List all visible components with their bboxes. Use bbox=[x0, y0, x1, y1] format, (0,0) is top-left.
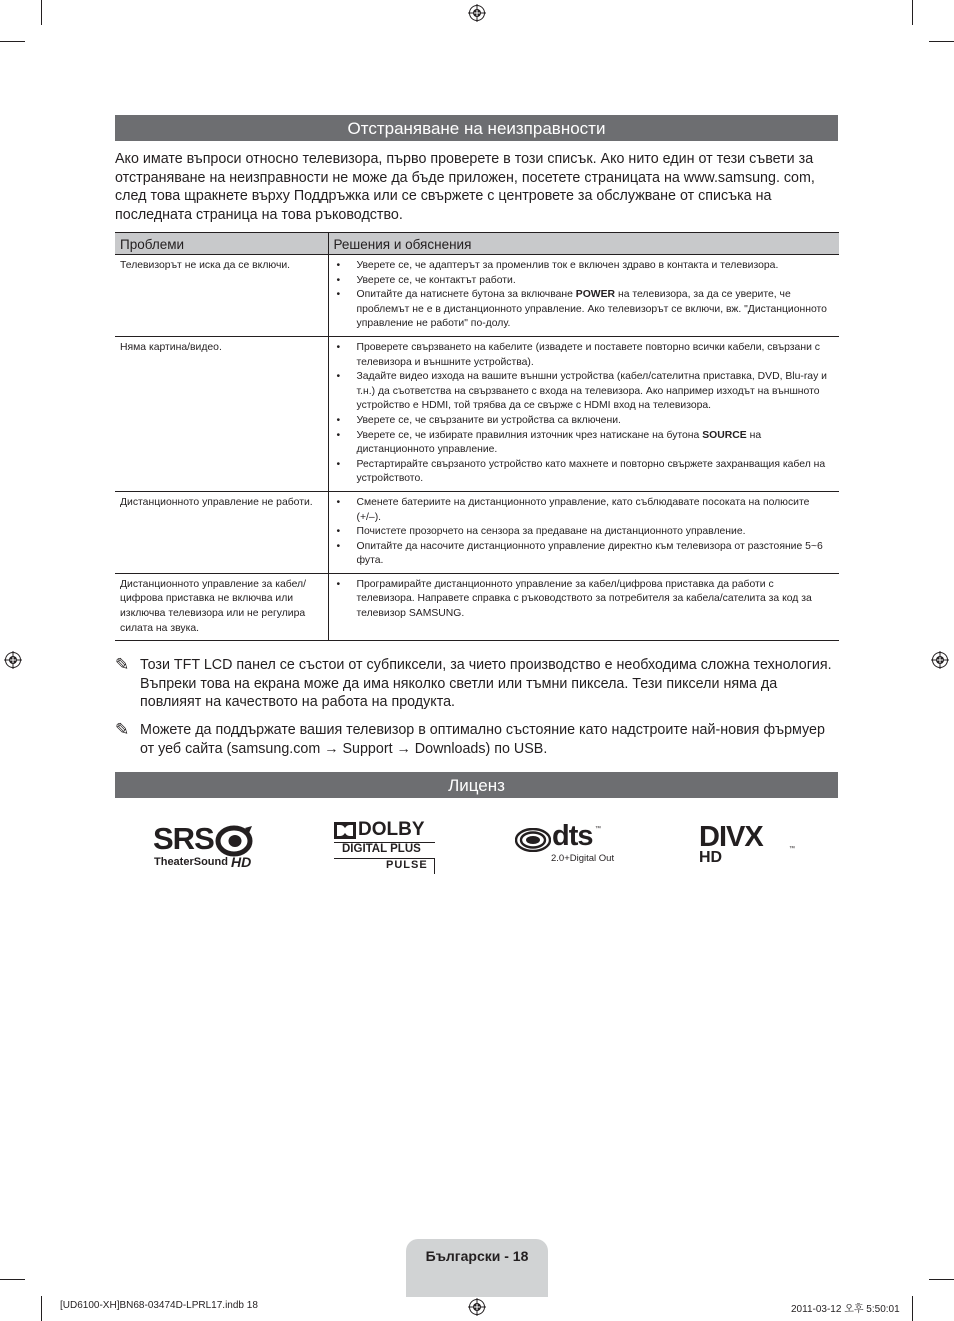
print-slug-file: [UD6100-XH]BN68-03474D-LPRL17.indb 18 bbox=[60, 1300, 258, 1311]
registration-mark-icon bbox=[468, 4, 486, 22]
solution-cell bbox=[328, 491, 839, 573]
section-title-troubleshooting: Отстраняване на неизправности bbox=[115, 115, 838, 141]
dolby-pulse-text: PULSE bbox=[386, 859, 428, 871]
crop-mark bbox=[41, 0, 42, 25]
registration-mark-icon bbox=[931, 651, 949, 669]
srs-circle-mark bbox=[215, 825, 253, 857]
intro-paragraph: Ако имате въпроси относно телевизора, първо проверете в този списък. Ако нито един от тези съвети за отстраняване на неизправности не може да бъде приложен, посетете страницата на www.samsung. com, след това щракнете върху Поддръжка или се свържете с центровете за обслужване от списъка на последната страница на това ръководство. bbox=[115, 151, 815, 223]
pencil-note-icon: ✎ bbox=[115, 655, 130, 674]
dts-digital-out-logo bbox=[515, 820, 619, 868]
section-title-license: Лиценз bbox=[115, 772, 838, 798]
solution-item: • Уверете се, че контактът работи. bbox=[337, 274, 834, 289]
solution-item: • Уверете се, че адаптерът за променлив ток е включен здраво в контакта и телевизора. bbox=[337, 259, 834, 274]
problem-cell: Дистанционното управление за кабел/ цифрова приставка не включва или изключва телевизора или не регулира силата на звука. bbox=[115, 573, 328, 640]
solution-list bbox=[337, 496, 834, 569]
solution-cell bbox=[328, 573, 839, 640]
registration-mark-icon bbox=[4, 651, 22, 669]
solution-cell bbox=[328, 336, 839, 491]
crop-mark bbox=[41, 1296, 42, 1321]
crop-mark bbox=[912, 1296, 913, 1321]
table-header-solutions: Решения и обяснения bbox=[328, 233, 839, 255]
table-header-row bbox=[115, 233, 839, 255]
note-text: Можете да поддържате вашия телевизор в оптимално състояние като надстроите най-новия фърмуер от уеб сайта (samsung.com → Support → Downloads) по USB. bbox=[140, 722, 825, 757]
crop-mark bbox=[0, 41, 25, 42]
srs-theatersound-text: TheaterSound bbox=[154, 856, 228, 868]
solution-item: • Задайте видео изхода на вашите външни устройства (кабел/сателитна приставка, DVD, Blu-ray и т.н.) да съответства на свързването с входа на телевизора. Ако например изходът на външното устройство е HDMI, той трябва да се свърже с HDMI вход на телевизора. bbox=[337, 370, 834, 414]
divx-hd-text: HD bbox=[699, 849, 723, 866]
srs-hd-text: HD bbox=[231, 854, 252, 870]
problem-cell: Няма картина/видео. bbox=[115, 336, 328, 491]
crop-mark bbox=[0, 1279, 25, 1280]
note-text: Този TFT LCD панел се състои от субпиксели, за чието производство е необходима сложна технология. Въпреки това на екрана може да има няколко светли или тъмни пиксела. Тези пиксели няма да повлияят на качеството на работа на продукта. bbox=[140, 657, 832, 711]
table-header-problems: Проблеми bbox=[115, 233, 328, 255]
solution-list bbox=[337, 259, 834, 332]
table-row bbox=[115, 573, 839, 640]
dolby-digital-plus-pulse-logo bbox=[334, 821, 436, 875]
note-tft-pixels bbox=[115, 656, 838, 712]
crop-mark bbox=[929, 1279, 954, 1280]
problem-cell: Дистанционното управление не работи. bbox=[115, 491, 328, 573]
solution-item: • Уверете се, че свързаните ви устройства са включени. bbox=[337, 414, 834, 429]
dts-disc-icon bbox=[515, 828, 551, 852]
solution-item: • Опитайте да натиснете бутона за включване POWER на телевизора, за да се уверите, че проблемът не е в дистанционното управление. Ако телевизорът се включи, вж. "Дистанционното управление не работи" по-долу. bbox=[337, 288, 834, 332]
solution-item: • Уверете се, че избирате правилния източник чрез натискане на бутона SOURCE на дистанционното управление. bbox=[337, 429, 834, 458]
solution-item: • Програмирайте дистанционното управление за кабел/цифрова приставка да работи с телевизора. Направете справка с ръководството за потребителя за кабела/сателита за код за телевизор SAMSUNG. bbox=[337, 578, 834, 622]
divx-main-text: DIVX bbox=[699, 821, 763, 853]
solution-item: • Проверете свързването на кабелите (извадете и поставете повторно всички кабели, свързани с телевизора и външните устройства). bbox=[337, 341, 834, 370]
dts-main-text: dts bbox=[552, 820, 593, 852]
table-row bbox=[115, 491, 839, 573]
solution-item: • Сменете батериите на дистанционното управление, като съблюдавате посоката на полюсите (+/–). bbox=[337, 496, 834, 525]
pencil-note-icon: ✎ bbox=[115, 720, 130, 739]
registration-mark-icon bbox=[468, 1298, 486, 1316]
dts-tm-text: ™ bbox=[595, 826, 601, 832]
solution-item: • Почистете прозорчето на сензора за предаване на дистанционното управление. bbox=[337, 525, 834, 540]
table-row bbox=[115, 336, 839, 491]
solution-item: • Рестартирайте свързаното устройство като махнете и повторно свържете захранващия кабел на устройството. bbox=[337, 458, 834, 487]
dolby-rule bbox=[434, 859, 435, 874]
srs-theatersound-hd-logo bbox=[153, 821, 256, 871]
dts-digital-out-text: 2.0+Digital Out bbox=[551, 853, 615, 864]
divx-tm-text: ™ bbox=[789, 846, 795, 852]
divx-hd-logo bbox=[699, 821, 799, 868]
print-slug-timestamp: 2011-03-12 오후 5:50:01 bbox=[791, 1304, 900, 1315]
solution-list bbox=[337, 341, 834, 487]
srs-logo-text: SRS bbox=[153, 821, 214, 856]
solution-cell bbox=[328, 255, 839, 337]
crop-mark bbox=[929, 41, 954, 42]
solution-list bbox=[337, 578, 834, 622]
note-firmware bbox=[115, 721, 838, 758]
dolby-main-text: DOLBY bbox=[358, 819, 425, 840]
problem-cell: Телевизорът не иска да се включи. bbox=[115, 255, 328, 337]
crop-mark bbox=[912, 0, 913, 25]
table-row bbox=[115, 255, 839, 337]
dolby-double-d-icon bbox=[334, 822, 356, 839]
troubleshooting-table bbox=[115, 232, 839, 641]
page-number-label: Български - 18 bbox=[425, 1248, 529, 1264]
solution-item: • Опитайте да насочите дистанционното управление директно към телевизора от разстояние 5~6 фута. bbox=[337, 540, 834, 569]
dolby-digital-plus-text: DIGITAL PLUS bbox=[342, 843, 421, 855]
